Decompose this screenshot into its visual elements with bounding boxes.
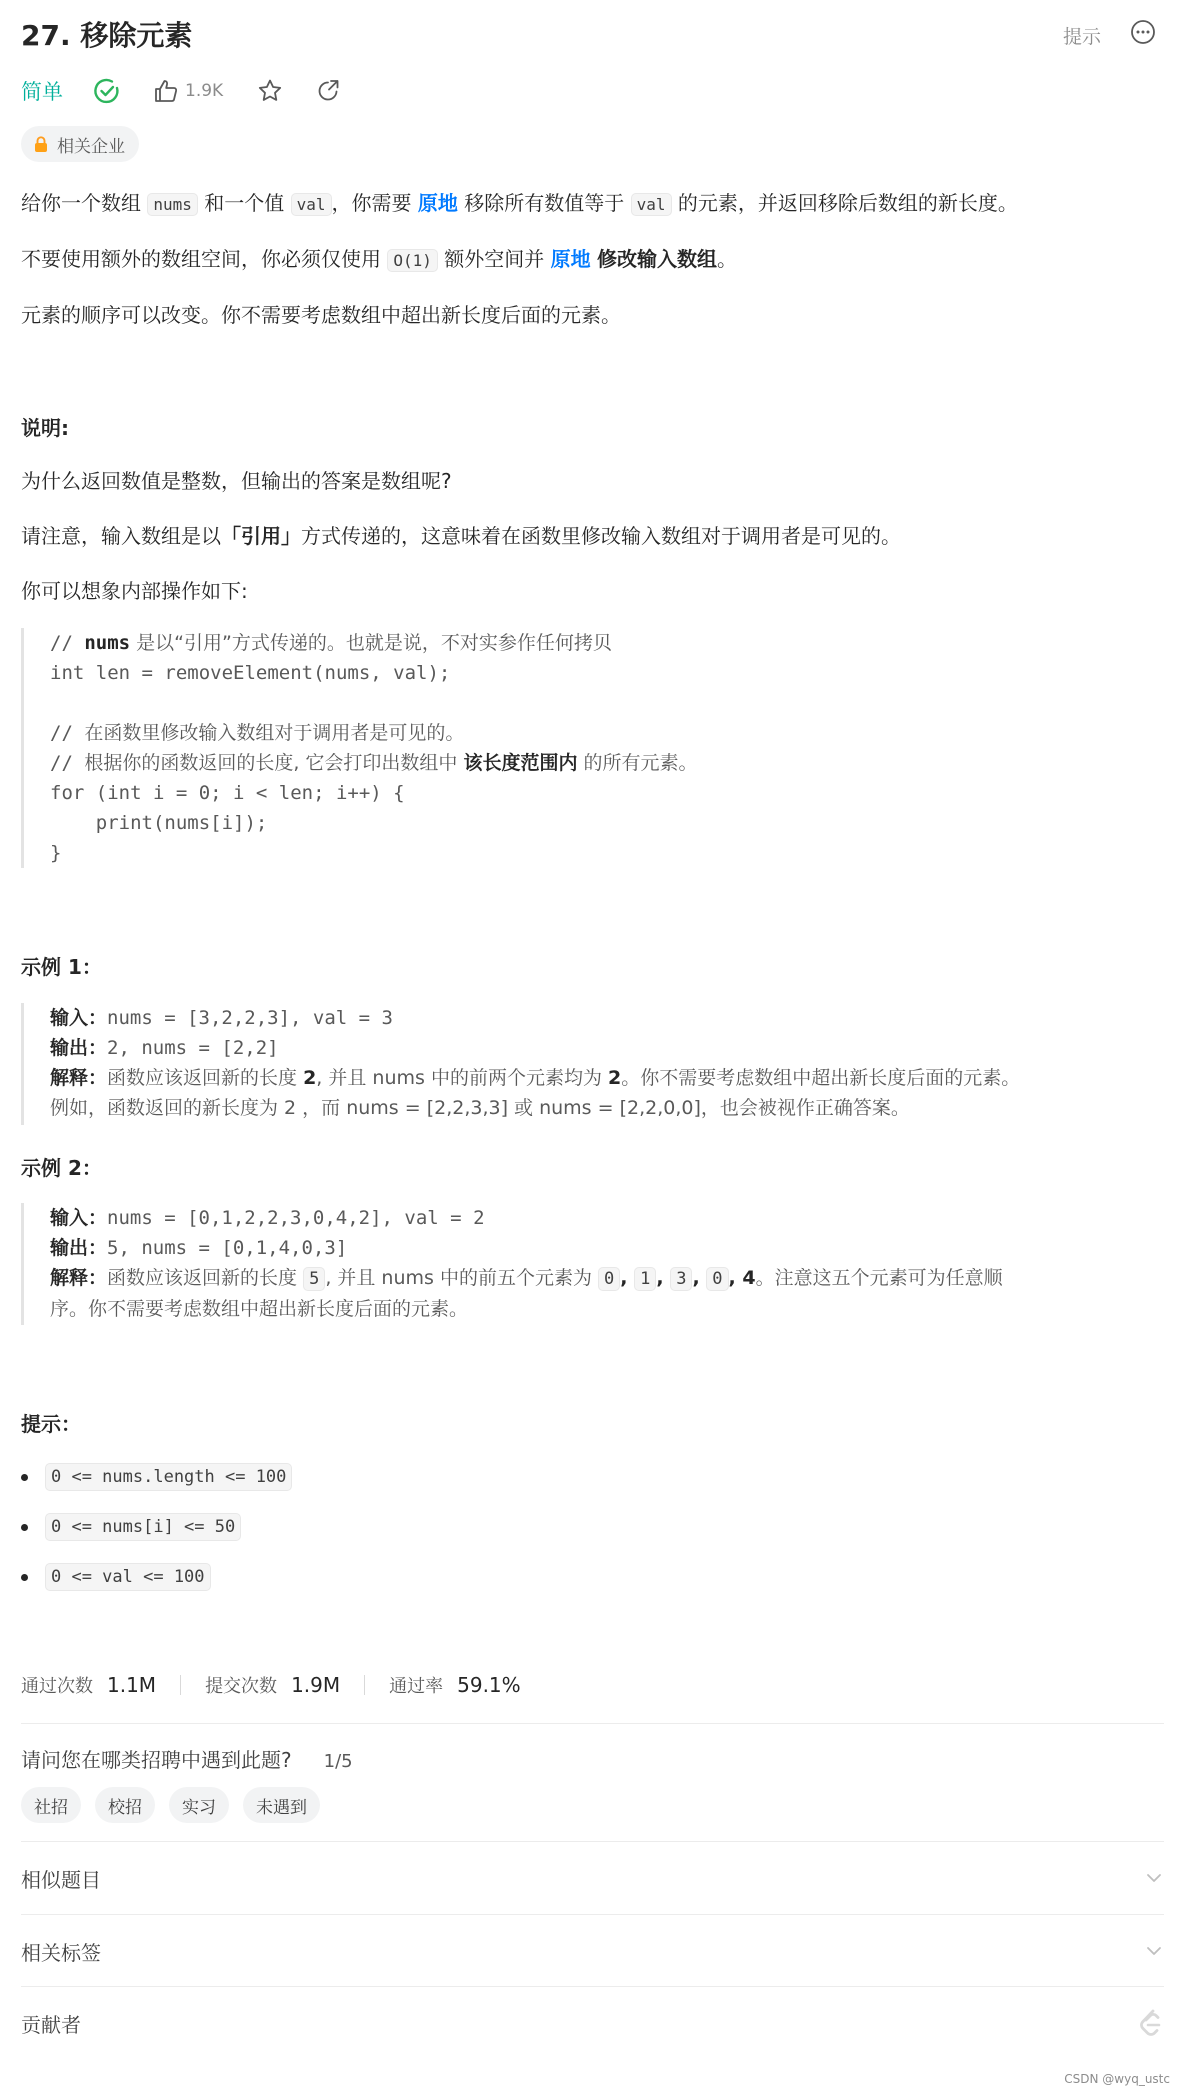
rate-label: 通过率 bbox=[389, 1676, 444, 1697]
constraints-heading: 提示： bbox=[21, 1412, 81, 1436]
submitted-label: 提交次数 bbox=[205, 1676, 278, 1697]
survey-option-none[interactable]: 未遇到 bbox=[243, 1787, 320, 1823]
survey-question: 请问您在哪类招聘中遇到此题? 1/5 bbox=[21, 1748, 353, 1772]
explanation-heading: 说明: bbox=[21, 416, 69, 440]
survey-option-intern[interactable]: 实习 bbox=[169, 1787, 229, 1823]
list-item: 0 <= nums[i] <= 50 bbox=[21, 1502, 292, 1552]
submitted-value: 1.9M bbox=[291, 1673, 341, 1697]
example-2-block: 输入：nums = [0,1,2,2,3,0,4,2], val = 2 输出：5, nums = [0,1,4,0,3] 解释：函数应该返回新的长度 5 , 并且 nums 中的前五个元素为 0 , 1 , 3 , 0 , 4。注意这五个元素可为任意顺 序。你不需要考虑数组中超出新长度后面的元素。 bbox=[21, 1203, 1003, 1325]
list-item: 0 <= nums.length <= 100 bbox=[21, 1452, 292, 1502]
thumbs-up-icon bbox=[153, 78, 179, 104]
description-paragraph-2: 不要使用额外的数组空间，你必须仅使用 O(1) 额外空间并 原地 修改输入数组。 bbox=[21, 247, 737, 271]
inline-code: nums bbox=[147, 193, 198, 216]
emphasis-in-place: 原地 bbox=[550, 247, 591, 271]
lock-icon bbox=[33, 136, 49, 153]
rate-value: 59.1% bbox=[457, 1673, 521, 1697]
meta-row bbox=[21, 74, 341, 108]
inline-code: val bbox=[631, 193, 672, 216]
accepted-label: 通过次数 bbox=[21, 1676, 93, 1697]
star-icon[interactable] bbox=[257, 78, 283, 104]
contributors-label: 贡献者 bbox=[21, 2012, 81, 2037]
more-options-icon[interactable] bbox=[1130, 19, 1156, 45]
divider bbox=[21, 1723, 1164, 1724]
explanation-note: 请注意，输入数组是以「引用」方式传递的，这意味着在函数里修改输入数组对于调用者是可见的。 bbox=[21, 524, 901, 548]
example-1-heading: 示例 1： bbox=[21, 955, 102, 979]
survey-progress: 1/5 bbox=[323, 1751, 353, 1772]
constraints-list bbox=[21, 1452, 292, 1602]
like-button[interactable] bbox=[153, 78, 223, 104]
chevron-down-icon bbox=[1144, 1941, 1164, 1961]
contributors-row[interactable] bbox=[21, 1987, 1164, 2059]
survey-option-social[interactable]: 社招 bbox=[21, 1787, 81, 1823]
explanation-imagine: 你可以想象内部操作如下: bbox=[21, 579, 248, 603]
code-block: // nums 是以“引用”方式传递的。也就是说，不对实参作任何拷贝 int len = removeElement(nums, val); // 在函数里修改输入数组对于调用者是可见的。 // 根据你的函数返回的长度, 它会打印出数组中 该长度范围内 的所有元素。 for (int i = 0; i < len; i++) { print(nums[i]); } bbox=[21, 628, 698, 868]
emphasis-modify: 修改输入数组 bbox=[596, 247, 717, 271]
survey-options bbox=[21, 1787, 320, 1823]
share-icon[interactable] bbox=[315, 78, 341, 104]
solved-check-icon bbox=[93, 77, 121, 105]
description-paragraph-1: 给你一个数组 nums 和一个值 val ，你需要 原地 移除所有数值等于 val 的元素，并返回移除后数组的新长度。 bbox=[21, 191, 1018, 215]
watermark: CSDN @wyq_ustc bbox=[1064, 2072, 1170, 2086]
hint-link[interactable]: 提示 bbox=[1063, 26, 1102, 48]
leetcode-logo-icon bbox=[1136, 2008, 1164, 2038]
inline-code: val bbox=[291, 193, 332, 216]
inline-code: O(1) bbox=[387, 249, 438, 272]
related-companies-chip[interactable] bbox=[21, 126, 139, 162]
example-2-heading: 示例 2： bbox=[21, 1156, 102, 1180]
like-count: 1.9K bbox=[185, 81, 224, 101]
explanation-question: 为什么返回数值是整数，但输出的答案是数组呢? bbox=[21, 469, 452, 493]
survey-option-campus[interactable]: 校招 bbox=[95, 1787, 155, 1823]
similar-problems-row[interactable] bbox=[21, 1842, 1164, 1914]
submission-stats bbox=[21, 1672, 545, 1698]
chevron-down-icon bbox=[1144, 1868, 1164, 1888]
related-tags-label: 相关标签 bbox=[21, 1940, 101, 1965]
example-1-block: 输入：nums = [3,2,2,3], val = 3 输出：2, nums = [2,2] 解释：函数应该返回新的长度 2, 并且 nums 中的前两个元素均为 2。你不需要考虑数组中超出新长度后面的元素。 例如，函数返回的新长度为 2 ，而 nums = [2,2,3,3] 或 nums = [2,2,0,0]，也会被视作正确答案。 bbox=[21, 1003, 1020, 1125]
related-companies-label: 相关企业 bbox=[57, 136, 125, 157]
accepted-value: 1.1M bbox=[107, 1673, 157, 1697]
list-item: 0 <= val <= 100 bbox=[21, 1552, 292, 1602]
similar-problems-label: 相似题目 bbox=[21, 1867, 101, 1892]
related-tags-row[interactable] bbox=[21, 1915, 1164, 1987]
emphasis-in-place: 原地 bbox=[417, 191, 458, 215]
description-paragraph-3: 元素的顺序可以改变。你不需要考虑数组中超出新长度后面的元素。 bbox=[21, 303, 621, 327]
difficulty-badge: 简单 bbox=[21, 80, 63, 104]
problem-title: 27. 移除元素 bbox=[21, 19, 193, 52]
